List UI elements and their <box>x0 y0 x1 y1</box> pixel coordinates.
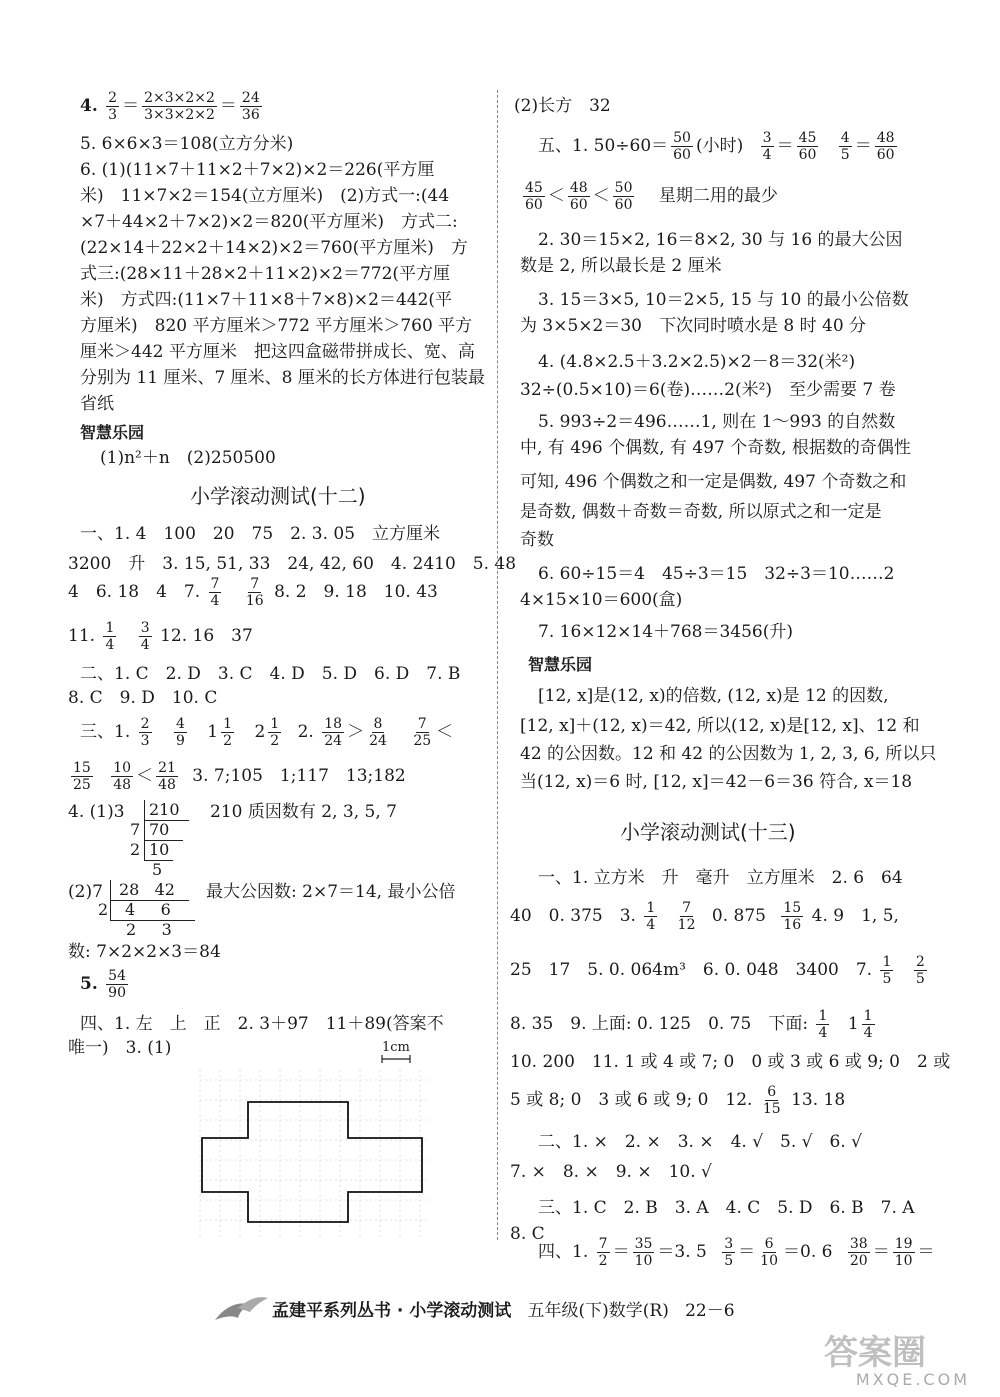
fraction: $\frac{15}{16}$ <box>783 900 802 933</box>
ladder-quotient: 5 <box>152 860 163 879</box>
answer-line: 42 的公因数。12 和 42 的公因数为 1, 2, 3, 6, 所以只 <box>520 744 937 764</box>
fraction: $\frac{8}{24}$ <box>369 716 387 749</box>
series-name: 孟建平系列丛书 · 小学滚动测试 <box>272 1301 512 1321</box>
fraction: $\frac{1}{4}$ <box>863 1008 873 1041</box>
fraction: $\frac{48}{60}$ <box>876 130 895 163</box>
answer-line: 4. $\frac{2}{3}$ ＝ $\frac{2\times 3\times 2\times 2}{3\times 3\times 2\times 2}$ ＝ $\frac{24}{36}$ <box>80 90 260 123</box>
answer-line: 5. $\frac{54}{90}$ <box>80 968 126 1001</box>
answer-line: $\frac{45}{60}$ ＜ $\frac{48}{60}$ ＜ $\frac{50}{60}$ 星期二用的最少 <box>525 180 778 213</box>
answer-line: 8. C 9. D 10. C <box>68 688 218 708</box>
grade-subject: 五年级(下)数学(R) <box>527 1301 669 1321</box>
answer-line: 3. 15＝3×5, 10＝2×5, 15 与 10 的最小公倍数 <box>538 290 909 310</box>
answer-line: 三、1. C 2. B 3. A 4. C 5. D 6. B 7. A <box>538 1198 915 1218</box>
answer-line: 一、1. 4 100 20 75 2. 3. 05 立方厘米 <box>80 524 441 544</box>
fraction: $\frac{48}{60}$ <box>569 180 588 213</box>
fraction: $\frac{38}{20}$ <box>849 1236 868 1269</box>
answer-line: 唯一) 3. (1) <box>68 1038 172 1058</box>
fraction: $\frac{18}{24}$ <box>324 716 343 749</box>
answer-line: 可知, 496 个偶数之和一定是偶数, 497 个奇数之和 <box>520 472 907 492</box>
answer-line: 5. 6×6×3＝108(立方分米) <box>80 134 294 154</box>
section-title: 智慧乐园 <box>528 655 593 674</box>
fraction: $\frac{7}{12}$ <box>677 900 696 933</box>
answer-line: 4×15×10＝600(盒) <box>520 590 683 610</box>
answer-line: 7. × 8. × 9. × 10. √ <box>510 1162 712 1182</box>
fraction: $\frac{2\times 3\times 2\times 2}{3\times 3\times 2\times 2}$ <box>144 90 215 123</box>
answer-line: 式三:(28×11＋28×2＋11×2)×2＝772(平方厘 <box>80 264 451 284</box>
ladder-quotient: 2 3 <box>126 920 172 939</box>
answer-line: 2. 30＝15×2, 16＝8×2, 30 与 16 的最大公因 <box>538 230 903 250</box>
fraction: $\frac{6}{15}$ <box>762 1084 781 1117</box>
fraction: $\frac{2}{3}$ <box>140 716 150 749</box>
answer-line: 五、1. 50÷60＝ $\frac{50}{60}$ (小时) $\frac{3}{4}$ ＝ $\frac{45}{60}$ $\frac{4}{5}$ ＝ $\frac{48}{60}$ <box>538 130 895 163</box>
answer-line: (1)n²＋n (2)250500 <box>100 448 276 468</box>
page-number: 22－6 <box>685 1301 735 1321</box>
answer-line: 32÷(0.5×10)＝6(卷)……2(米²) 至少需要 7 卷 <box>520 380 896 400</box>
answer-line: 当(12, x)＝6 时, [12, x]＝42－6＝36 符合, x＝18 <box>520 772 913 792</box>
watermark-logo: 答案圈 <box>824 1333 926 1373</box>
test-title: 小学滚动测试(十三) <box>620 820 796 844</box>
division-ladder: 210 <box>144 800 189 821</box>
answer-line: 4 6. 18 4 7. $\frac{7}{4}$ $\frac{7}{16}$ 8. 2 9. 18 10. 43 <box>68 576 438 609</box>
answer-line: 数是 2, 所以最长是 2 厘米 <box>520 256 722 276</box>
answer-line: 米) 方式四:(11×7＋11×8＋7×8)×2＝442(平 <box>80 290 453 310</box>
box-net-figure <box>190 1060 450 1250</box>
answer-line: 四、1. 左 上 正 2. 3＋97 11＋89(答案不 <box>80 1014 444 1034</box>
answer-line: 厘米＞442 平方厘米 把这四盒磁带拼成长、宽、高 <box>80 342 475 362</box>
fraction: $\frac{4}{9}$ <box>175 716 185 749</box>
scale-label: 1cm <box>382 1040 410 1055</box>
answer-line: ×7＋44×2＋7×2)×2＝820(平方厘米) 方式二: <box>80 212 458 232</box>
fraction: $\frac{3}{4}$ <box>140 620 150 653</box>
answer-line: (2)7 <box>68 882 103 902</box>
fraction: $\frac{21}{48}$ <box>158 760 176 793</box>
answer-line: 10. 200 11. 1 或 4 或 7; 0 0 或 3 或 6 或 9; 0 2 或 <box>510 1052 951 1072</box>
fraction: $\frac{7}{16}$ <box>245 576 264 609</box>
answer-line: 二、1. × 2. × 3. × 4. √ 5. √ 6. √ <box>538 1132 862 1152</box>
fraction: $\frac{2}{3}$ <box>108 90 118 123</box>
answer-line: 8. C <box>510 1224 545 1244</box>
fraction: $\frac{1}{4}$ <box>105 620 115 653</box>
answer-line: 是奇数, 偶数＋奇数＝奇数, 所以原式之和一定是 <box>520 502 882 522</box>
footer <box>272 1296 735 1321</box>
watermark-url: MXQE.COM <box>855 1370 970 1389</box>
division-ladder: 28 42 <box>110 880 189 901</box>
answer-line: (22×14＋22×2＋14×2)×2＝760(平方厘米) 方 <box>80 238 468 258</box>
answer-line: 一、1. 立方米 升 毫升 立方厘米 2. 6 64 <box>538 868 903 888</box>
division-ladder: 10 <box>144 840 173 861</box>
answer-line: (2)长方 32 <box>514 96 611 116</box>
answer-line: 奇数 <box>520 530 554 550</box>
answer-line: 中, 有 496 个偶数, 有 497 个奇数, 根据数的奇偶性 <box>520 438 911 458</box>
ladder-divisor: 2 <box>98 900 109 919</box>
test-title: 小学滚动测试(十二) <box>190 484 366 508</box>
ladder-divisor: 2 <box>130 840 141 859</box>
fraction: $\frac{1}{5}$ <box>882 954 892 987</box>
answer-line: 二、1. C 2. D 3. C 4. D 5. D 6. D 7. B <box>80 664 461 684</box>
column-divider <box>497 90 498 1240</box>
fraction: $\frac{50}{60}$ <box>673 130 691 163</box>
answer-line: 4. (4.8×2.5＋3.2×2.5)×2－8＝32(米²) <box>538 352 856 372</box>
answer-line: 25 17 5. 0. 064m³ 6. 0. 048 3400 7. $\frac{1}{5}$ $\frac{2}{5}$ <box>510 954 925 987</box>
fraction: $\frac{7}{2}$ <box>598 1236 608 1269</box>
answer-line: 米) 11×7×2＝154(立方厘米) (2)方式一:(44 <box>80 186 450 206</box>
answer-line: [12, x]＋(12, x)＝42, 所以(12, x)是[12, x]、12 和 <box>520 716 920 736</box>
fraction: $\frac{3}{4}$ <box>762 130 772 163</box>
section-title: 智慧乐园 <box>80 423 145 442</box>
fraction: $\frac{35}{10}$ <box>634 1236 653 1269</box>
fraction: $\frac{54}{90}$ <box>108 968 126 1001</box>
answer-line: 210 质因数有 2, 3, 5, 7 <box>210 802 397 822</box>
answer-line: 四、1. $\frac{7}{2}$ ＝ $\frac{35}{10}$ ＝3. 5 $\frac{3}{5}$ ＝ $\frac{6}{10}$ ＝0. 6 $\frac{38}{20}$ ＝ $\frac{19}{10}$ ＝ <box>538 1236 935 1269</box>
fraction: $\frac{24}{36}$ <box>241 90 260 123</box>
fraction: $\frac{15}{25}$ <box>73 760 91 793</box>
fraction: $\frac{3}{5}$ <box>724 1236 734 1269</box>
answer-line: 省纸 <box>80 394 114 414</box>
fraction: $\frac{45}{60}$ <box>798 130 817 163</box>
answer-line: 3200 升 3. 15, 51, 33 24, 42, 60 4. 2410 5. 48 <box>68 554 517 574</box>
fraction: $\frac{7}{4}$ <box>210 576 220 609</box>
answer-line: 为 3×5×2＝30 下次同时喷水是 8 时 40 分 <box>520 316 867 336</box>
division-ladder: 70 <box>144 820 183 841</box>
answer-line: 4. (1)3 <box>68 802 125 822</box>
fraction: $\frac{1}{2}$ <box>270 716 280 749</box>
answer-line: 5. 993÷2＝496……1, 则在 1～993 的自然数 <box>538 412 896 432</box>
answer-line: $\frac{15}{25}$ $\frac{10}{48}$ ＜ $\frac{21}{48}$ 3. 7;105 1;117 13;182 <box>73 760 406 793</box>
bird-logo-icon <box>210 1290 270 1330</box>
fraction: $\frac{50}{60}$ <box>614 180 633 213</box>
division-ladder: 4 6 <box>110 900 195 921</box>
answer-line: 6. (1)(11×7＋11×2＋7×2)×2＝226(平方厘 <box>80 160 435 180</box>
fraction: $\frac{45}{60}$ <box>525 180 543 213</box>
answer-line: 40 0. 375 3. $\frac{1}{4}$ $\frac{7}{12}$ 0. 875 $\frac{15}{16}$ 4. 9 1, 5, <box>510 900 899 933</box>
fraction: $\frac{1}{2}$ <box>223 716 233 749</box>
fraction: $\frac{1}{4}$ <box>818 1008 828 1041</box>
answer-line: 8. 35 9. 上面: 0. 125 0. 75 下面: $\frac{1}{4}$ 1 $\frac{1}{4}$ <box>510 1008 873 1041</box>
answer-line: 数: 7×2×2×3＝84 <box>68 942 221 962</box>
fraction: $\frac{4}{5}$ <box>840 130 850 163</box>
fraction: $\frac{1}{4}$ <box>646 900 656 933</box>
answer-line: 7. 16×12×14＋768＝3456(升) <box>538 622 793 642</box>
answer-line: 5 或 8; 0 3 或 6 或 9; 0 12. $\frac{6}{15}$ 13. 18 <box>510 1084 846 1117</box>
answer-line: 分别为 11 厘米、7 厘米、8 厘米的长方体进行包装最 <box>80 368 485 388</box>
answer-line: [12, x]是(12, x)的倍数, (12, x)是 12 的因数, <box>538 686 889 706</box>
answer-line: 方厘米) 820 平方厘米＞772 平方厘米＞760 平方 <box>80 316 473 336</box>
answer-line: 11. $\frac{1}{4}$ $\frac{3}{4}$ 12. 16 37 <box>68 620 253 653</box>
fraction: $\frac{7}{25}$ <box>413 716 432 749</box>
fraction: $\frac{6}{10}$ <box>760 1236 778 1269</box>
answer-line: 6. 60÷15＝4 45÷3＝15 32÷3＝10……2 <box>538 564 895 584</box>
fraction: $\frac{2}{5}$ <box>915 954 925 987</box>
answer-line: 三、1. $\frac{2}{3}$ $\frac{4}{9}$ 1 $\frac{1}{2}$ 2 $\frac{1}{2}$ 2. $\frac{18}{24}$ ＞ $\frac{8}{24}$ $\frac{7}{25}$ ＜ <box>80 716 454 749</box>
ladder-divisor: 7 <box>130 820 141 839</box>
fraction: $\frac{10}{48}$ <box>113 760 132 793</box>
fraction: $\frac{19}{10}$ <box>894 1236 913 1269</box>
answer-line: 最大公因数: 2×7＝14, 最小公倍 <box>206 882 456 902</box>
